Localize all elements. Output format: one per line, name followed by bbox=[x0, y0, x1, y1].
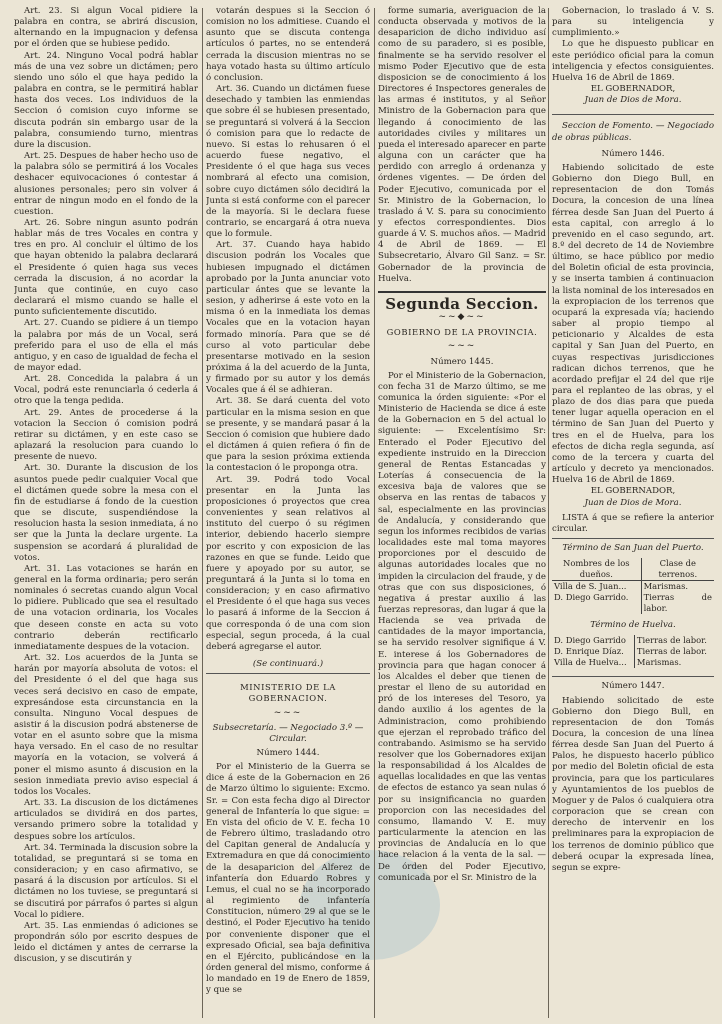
publication-note: Lo que he dispuesto publicar en este periódico oficial para la comun inteligencia y efectos consiguientes. Huelva 16 de Abril de 1869. bbox=[552, 39, 714, 83]
ornament: ~~◆~~ bbox=[438, 312, 486, 323]
article-26: Art. 26. Sobre ningun asunto podrán hablar más de tres Vocales en contra y tres en pro. Al concluir el último de los que hayan obtenido la palabra declarará el Presidente ó quien haga sus veces cerrada la discusion, á no acordar la Junta que continúe, en cuyo caso declarará el mismo cuando se halle el punto suficientemente discutido. bbox=[14, 217, 198, 318]
article-31: Art. 31. Las votaciones se harán en general en la forma ordinaria; pero serán nominales ó secretas cuando algun Vocal lo pidiere. Publicado que sea el resultado de una votacion ordinaria, los Vocales que deseen conste en acta su voto contrario deberán rectificarlo inmediatamente despues de la votacion. bbox=[14, 563, 198, 652]
column-2 bbox=[206, 6, 370, 1018]
column-3 bbox=[378, 6, 546, 1018]
divider bbox=[206, 673, 370, 674]
table-row bbox=[552, 635, 714, 646]
column-4 bbox=[552, 6, 714, 1018]
owner-name: Villa de S. Juan... bbox=[552, 581, 641, 593]
signature-name: Juan de Dios de Mora. bbox=[584, 95, 682, 106]
column-rule bbox=[548, 8, 549, 1018]
article-34: Art. 34. Terminada la discusion sobre la totalidad, se preguntará si se toma en consideracion; y en caso afirmativo, se pasará á la discusion por artículos. Si el dictámen no los tuviese, se preguntará si se discutirá por párrafos ó partes si algun Vocal lo pidiere. bbox=[14, 842, 198, 920]
owner-name: D. Diego Garrido. bbox=[552, 592, 641, 614]
ornament: ~~~ bbox=[273, 707, 303, 718]
article-33: Art. 33. La discusion de los dictámenes articulados se dividirá en dos partes, versando primero sobre la totalidad y despues sobre los artículos. bbox=[14, 798, 198, 842]
ministry-text: Por el Ministerio de la Guerra se dice á este de la Gobernacion en 26 de Marzo último lo siguiente: Excmo. Sr. = Con esta fecha digo al Director general de Infantería lo que sigue: = En vista del oficio de V. E. fecha 10 de Febrero último, trasladando otro del Capitan general de Andalucía y Extremadura en que dá conocimiento de la desaparicion del Alferez de infantería don Eduardo Robres y Lemus, el cual no se ha incorporado al regimiento de infantería Constitucion, número 29 al que se le destinó, el Poder Ejecutivo ha tenido por conveniente disponer que el expresado Oficial, sea baja definitiva en el Ejército, publicándose en la órden general del mismo, conforme á lo mandado en 19 de Enero de 1859, y que se bbox=[206, 762, 370, 996]
land-type: Tierras de labor. bbox=[643, 592, 712, 614]
table-row bbox=[552, 592, 714, 614]
province-text-cont: Gobernacion, lo traslado á V. S. para su inteligencia y cumplimiento.» bbox=[552, 6, 714, 39]
signature-name: Juan de Dios de Mora. bbox=[584, 497, 682, 508]
land-type: Marismas. bbox=[643, 581, 689, 592]
term-heading: Término de Huelva. bbox=[590, 620, 676, 631]
railway-notice-2: Habiendo solicitado de este Gobierno don Diego Bull, en representacion de don Tomás Docura, la concesion de una línea férrea desde San Juan del Puerto á Palos, he dispuesto hacerlo público por medio del Boletin oficial de esta provincia, para que los particulares y Ayuntamientos de los pueblos de Moguer y de Palos ó cualquiera otra corporacion que se crean con derecho de intervenir en los preliminares para la expropiacion de los terrenos de dominio público que deberá ocupar la expresada línea, segun se expre- bbox=[552, 695, 714, 873]
signature-title: EL GOBERNADOR, bbox=[590, 84, 676, 95]
column-rule bbox=[202, 8, 203, 1018]
land-type: Tierras de labor. bbox=[636, 635, 707, 646]
land-type: Tierras de labor. bbox=[636, 646, 707, 657]
province-text: Por el Ministerio de la Gobernacion, con fecha 31 de Marzo último, se me comunica la órden siguiente: «Por el Ministerio de Hacienda se dice á este de la Gobernacion en 5 del actual lo siguiente: — Excelentísimo Sr: Enterado el Poder Ejecutivo del expediente instruido en la Direccion general de Rentas Estancadas y Loterías á consecuencia de la excesiva baja de valores que se observa en las rentas de tabacos y sal, especialmente en las provincias de Andalucía, y considerando que segun los informes recibidos de varias localidades este mal toma mayores proporciones por el descuido de algunas autoridades locales que no impiden la circulacion del fraude, y de otras que con sus disposiciones, ó negativa á prestar auxilio á las fuerzas represoras, dan lugar á que la Hacienda se vea privada de cantidades de la mayor importancia, se ha servido resolver signifique á V. E. interese á los Gobernadores de provincia para que hagan conocer á los Alcaldes el deber que tienen de prestar el lleno de su autoridad en pró de los intereses del Tesoro, ya dando auxilio á los agentes de la Administracion, como prohibiendo que ejerzan el reprobado tráfico del contrabando. Asimismo se ha servido resolver que los Gobernadores exijan la responsabilidad á los Alcaldes de aquellas localidades en que las ventas de efectos de estanco ya sean nulas ó por su insignificancia no guarden proporcion con las necesidades del consumo, llamando V. E. muy particularmente la atencion en las provincias de Andalucía en lo que hace relacion á la venta de la sal. — De órden del Poder Ejecutivo, comunicada por el Sr. Ministro de la bbox=[378, 370, 546, 883]
owner-name: D. Diego Garrido bbox=[552, 635, 634, 646]
table-row bbox=[552, 657, 714, 668]
article-30: Art. 30. Durante la discusion de los asuntos puede pedir cualquier Vocal que el dictámen quede sobre la mesa con el fin de estudiarse á fondo de la cuestion que se discute, suspendiéndose la resolucion hasta la sesion inmediata, á no ser que la Junta la declare urgente. La suspension se acordará á pluralidad de votos. bbox=[14, 463, 198, 563]
continued-note: (Se continuará.) bbox=[252, 659, 324, 670]
owner-name: Villa de Huelva... bbox=[552, 657, 634, 668]
land-column-header: Clase de terrenos. bbox=[641, 558, 714, 581]
article-38: Art. 38. Se dará cuenta del voto particular en la misma sesion en que se presente, y se mandará pasar á la Seccion ó comision que hubiere dado el dictámen á quien refiera ó fin de que para la sesion próxima extienda la contestacion ó le proponga otra. bbox=[206, 396, 370, 474]
owners-table-1 bbox=[552, 558, 714, 614]
owner-name: D. Enrique Díaz. bbox=[552, 646, 634, 657]
table-row bbox=[552, 646, 714, 657]
article-35-cont: votarán despues si la Seccion ó comision no los admitiese. Cuando el asunto que se discuta contenga artículos ó partes, no se entenderá cerrada la discusion mientras no se haya votado hasta su último artículo ó conclusion. bbox=[206, 6, 370, 83]
divider bbox=[552, 676, 714, 677]
owners-table-2 bbox=[552, 635, 714, 668]
railway-notice-1: Habiendo solicitado de este Gobierno don Diego Bull, en representacion de don Tomás Docura, la concesion de una línea férrea desde San Juan del Puerto á esta capital, con arreglo á lo prevenido en el caso segundo, art. 8.º del decreto de 14 de Noviembre último, se hace público por medio del Boletin oficial de esta provincia, y se inserta tambien á continuacion la lista nominal de los interesados en la expropiacion de los terrenos que ocupará la expresada vía; haciendo saber al propio tiempo al peticionario y Alcaldes de esta capital y San Juan del Puerto, en cuyas respectivas jurisdicciones radican dichos terrenos, que he acordado prefijar el 24 del que rije para el replanteo de las obras, y el plazo de dos dias para que pueda tener lugar aquella operacion en el término de San Juan del Puerto y tres en el de Huelva, para los efectos de dicha regla segunda, así como de la tercera y cuarta del artículo y decreto ya mencionados. Huelva 16 de Abril de 1869. bbox=[552, 162, 714, 486]
article-35: Art. 35. Las enmiendas ó adiciones se propondrán sólo por escrito despues de leido el dictámen y antes de cerrarse la discusion, y se discutirán y bbox=[14, 920, 198, 965]
notice-number: Número 1445. bbox=[430, 356, 494, 367]
article-24: Art. 24. Ninguno Vocal podrá hablar más de una vez sobre un dictámen; pero siendo uno sólo el que haya pedido la palabra en contra, se le permitirá hablar hasta dos veces. Los individuos de la Seccion ó comision cuyo informe se discuta podrán sin embargo usar de la palabra, consumiendo turno, mientras dure la discusion. bbox=[14, 50, 198, 150]
notice-number: Número 1447. bbox=[601, 681, 665, 692]
term-heading: Término de San Juan del Puerto. bbox=[562, 543, 704, 554]
list-title: LISTA á que se refiere la anterior circular. bbox=[552, 512, 714, 534]
article-36: Art. 36. Cuando un dictámen fuese desechado y tambien las enmiendas que sobre él se hubiesen presentado, se preguntará si volverá á la Seccion ó comision para que lo redacte de nuevo. Si estas lo rehusaren ó el acuerdo fuese negativo, el Presidente ó el que haga sus veces nombrará al efecto una comision, sobre cuyo dictámen sólo decidirá la Junta si está conforme con el parecer de la mayoría. Si le declara fuese contrario, se encargará á otra nueva que lo formule. bbox=[206, 84, 370, 240]
table-row bbox=[552, 581, 714, 593]
land-type: Marismas. bbox=[636, 657, 682, 668]
ministry-subheading: Subsecretaría. — Negociado 3.º — Circular. bbox=[212, 722, 364, 744]
article-28: Art. 28. Concedida la palabra á un Vocal, podrá este renunciarla ó cederla á otro que la tenga pedida. bbox=[14, 374, 198, 407]
signature-title: EL GOBERNADOR, bbox=[590, 486, 676, 497]
fomento-heading: Seccion de Fomento. — Negociado de obras públicas. bbox=[552, 121, 714, 143]
divider bbox=[378, 291, 546, 293]
divider bbox=[552, 538, 714, 539]
article-25: Art. 25. Despues de haber hecho uso de la palabra sólo se permitirá á los Vocales deshacer equivocaciones ó contestar á alusiones personales; pero sin volver á entrar de ningun modo en el fondo de la cuestion. bbox=[14, 151, 198, 217]
article-29: Art. 29. Antes de procederse á la votacion la Seccion ó comision podrá retirar su dictámen, y en este caso se aplazará la resolucion para cuando lo presente de nuevo. bbox=[14, 407, 198, 463]
province-heading: GOBIERNO DE LA PROVINCIA. bbox=[386, 327, 538, 338]
column-1 bbox=[14, 6, 198, 1018]
ministry-heading: MINISTERIO DE LA GOBERNACION. bbox=[240, 682, 336, 704]
article-32: Art. 32. Los acuerdos de la Junta se harán por mayoría absoluta de votos: el del Presidente ó el del que haga sus veces será decisivo en caso de empate, expresándose esta circunstancia en la consulta. Ninguno Vocal despues de asistir á la discusion podrá abstenerse de votar en el asunto sobre que la misma haya versado. En el caso de no resultar mayoría en la votacion, se volverá á poner el mismo asunto á discusion en la sesion inmediata previo aviso especial á todos los Vocales. bbox=[14, 653, 198, 797]
article-37: Art. 37. Cuando haya habido discusion podrán los Vocales que hubiesen impugnado el dictámen aprobado por la Junta anunciar voto particular ántes que se levante la sesion, y adherirse á este voto en la misma ó en la inmediata los demas Vocales que en la votacion hayan formado minoría. Para que se dé curso al voto particular debe presentarse motivado en la sesion próxima á la del acuerdo de la Junta, y firmado por su autor y los demás Vocales que á él se adhieran. bbox=[206, 240, 370, 396]
notice-number: Número 1446. bbox=[601, 148, 665, 159]
section-heading: Segunda Seccion. bbox=[385, 294, 539, 313]
divider bbox=[552, 114, 714, 115]
article-27: Art. 27. Cuando se pidiere á un tiempo la palabra por más de un Vocal, será preferido para el uso de ella el más antiguo, y en caso de igualdad de fecha el de mayor edad. bbox=[14, 318, 198, 373]
ministry-text-cont: forme sumaria, averiguacion de la conducta observada y motivos de la desaparicion de dicho individuo así como de su paradero, si es posible, finalmente se ha servido resolver el mismo Poder Ejecutivo que de esta disposicion se de conocimiento á los Directores é Inspectores generales de las armas é institutos, y al Señor Ministro de la Gobernacion para que llegando á conocimiento de las autoridades civiles y militares un pueda el interesado aparecer en parte alguna con un carácter que ha perdido con arreglo á ordenanza y órdenes vigentes. — De órden del Poder Ejecutivo, comunicada por el Sr. Ministro de la Gobernacion, lo traslado á V. S. para su conocimiento y efectos correspondientes. Dios guarde á V. S. muchos años. — Madrid 4 de Abril de 1869. — El Subsecretario, Álvaro Gil Sanz. = Sr. Gobernador de la provincia de Huelva. bbox=[378, 6, 546, 284]
notice-number: Número 1444. bbox=[256, 748, 320, 758]
article-39: Art. 39. Podrá todo Vocal presentar en la Junta las proposiciones ó proyectos que crea convenientes y sean relativos al instituto del cuerpo ó su régimen interior, debiendo hacerlo siempre por escrito y con exposicion de las razones en que se funde. Leido que fuere y apoyado por su autor, se preguntará á la Junta si lo toma en consideracion; y en caso afirmativo el Presidente ó el que haga sus veces lo pasará á informe de la Seccion á que corresponda ó de una com sion especial, segun proceda, á la cual deberá agregarse el autor. bbox=[206, 474, 370, 652]
column-rule bbox=[374, 8, 375, 1018]
article-23: Art. 23. Si algun Vocal pidiere la palabra en contra, se abrirá discusion, alternando en la impugnacion y defensa por el órden que se hubiese pedido. bbox=[14, 6, 198, 50]
owners-column-header: Nombres de los dueños. bbox=[552, 558, 641, 581]
ornament: ~~~ bbox=[447, 341, 477, 352]
